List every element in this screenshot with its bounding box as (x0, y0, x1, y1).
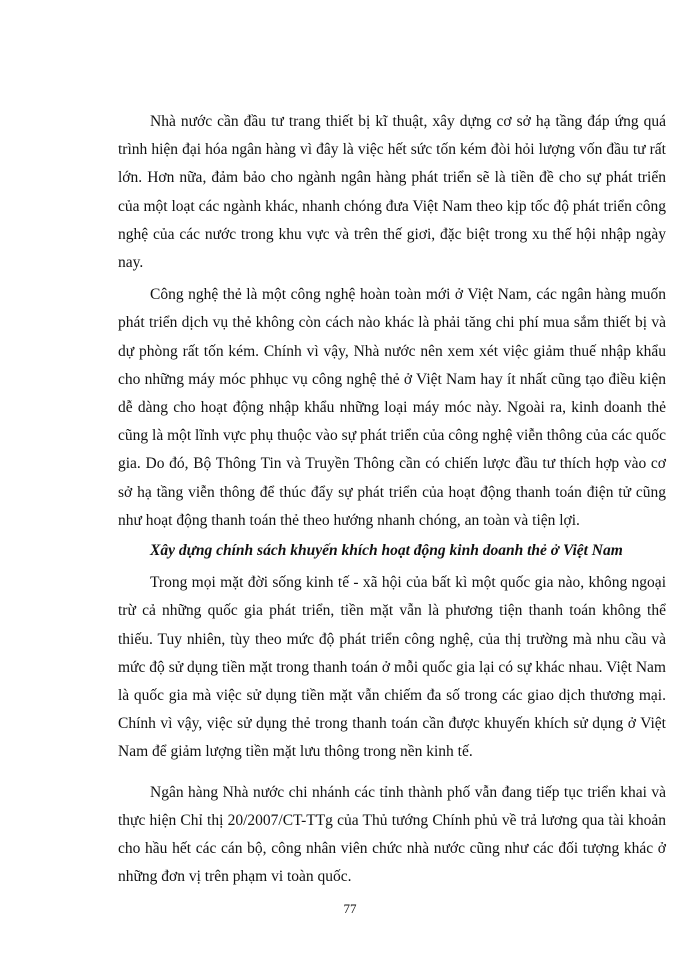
paragraph-cash-usage: Trong mọi mặt đời sống kinh tế - xã hội của bất kì một quốc gia nào, không ngoại trừ cả những quốc gia phát triển, tiền mặt vẫn là phương tiện thanh toán không thể thiếu. Tuy nhiên, tùy theo mức độ phát triển công nghệ, của thị trường mà nhu cầu và mức độ sử dụng tiền mặt trong thanh toán ở mỗi quốc gia lại có sự khác nhau. Việt Nam là quốc gia mà việc sử dụng tiền mặt vẫn chiếm đa số trong các giao dịch thương mại. Chính vì vậy, việc sử dụng thẻ trong thanh toán cần được khuyến khích sử dụng ở Việt Nam để giảm lượng tiền mặt lưu thông trong nền kinh tế. (118, 574, 666, 761)
page-number: 77 (343, 901, 357, 916)
paragraph-investment: Nhà nước cần đầu tư trang thiết bị kĩ thuật, xây dựng cơ sở hạ tầng đáp ứng quá trình hiện đại hóa ngân hàng vì đây là việc hết sức tốn kém đòi hỏi lượng vốn đầu tư rất lớn. Hơn nữa, đảm bảo cho ngành ngân hàng phát triển sẽ là tiền đề cho sự phát triển của một loạt các ngành khác, nhanh chóng đưa Việt Nam theo kịp tốc độ phát triển công nghệ của các nước trong khu vực và trên thế giơi, đặc biệt trong xu thế hội nhập ngày nay. (118, 113, 666, 272)
paragraph-card-technology: Công nghệ thẻ là một công nghệ hoàn toàn mới ở Việt Nam, các ngân hàng muốn phát triển dịch vụ thẻ không còn cách nào khác là phải tăng chi phí mua sắm thiết bị và dự phòng rất tốn kém. Chính vì vậy, Nhà nước nên xem xét việc giảm thuế nhập khẩu cho những máy móc phhục vụ công nghệ thẻ ở Việt Nam hay ít nhất cũng tạo điều kiện dễ dàng cho hoạt động nhập khẩu những loại máy móc này. Ngoài ra, kinh doanh thẻ cũng là một lĩnh vực phụ thuộc vào sự phát triển của công nghệ viễn thông của các quốc gia. Do đó, Bộ Thông Tin và Truyền Thông cần có chiến lược đầu tư thích hợp vào cơ sở hạ tầng viễn thông để thúc đẩy sự phát triển của hoạt động thanh toán điện tử cũng như hoạt động thanh toán thẻ theo hướng nhanh chóng, an toàn và tiện lợi. (118, 286, 666, 529)
paragraph-state-bank: Ngân hàng Nhà nước chi nhánh các tỉnh thành phố vẫn đang tiếp tục triển khai và thực hiện Chỉ thị 20/2007/CT-TTg của Thủ tướng Chính phủ về trả lương qua tài khoản cho hầu hết các cán bộ, công nhân viên chức nhà nước cũng như các đối tượng khác ở những đơn vị trên phạm vi toàn quốc. (118, 783, 666, 886)
section-heading: Xây dựng chính sách khuyến khích hoạt động kinh doanh thẻ ở Việt Nam (150, 542, 623, 560)
body-text (118, 108, 666, 891)
